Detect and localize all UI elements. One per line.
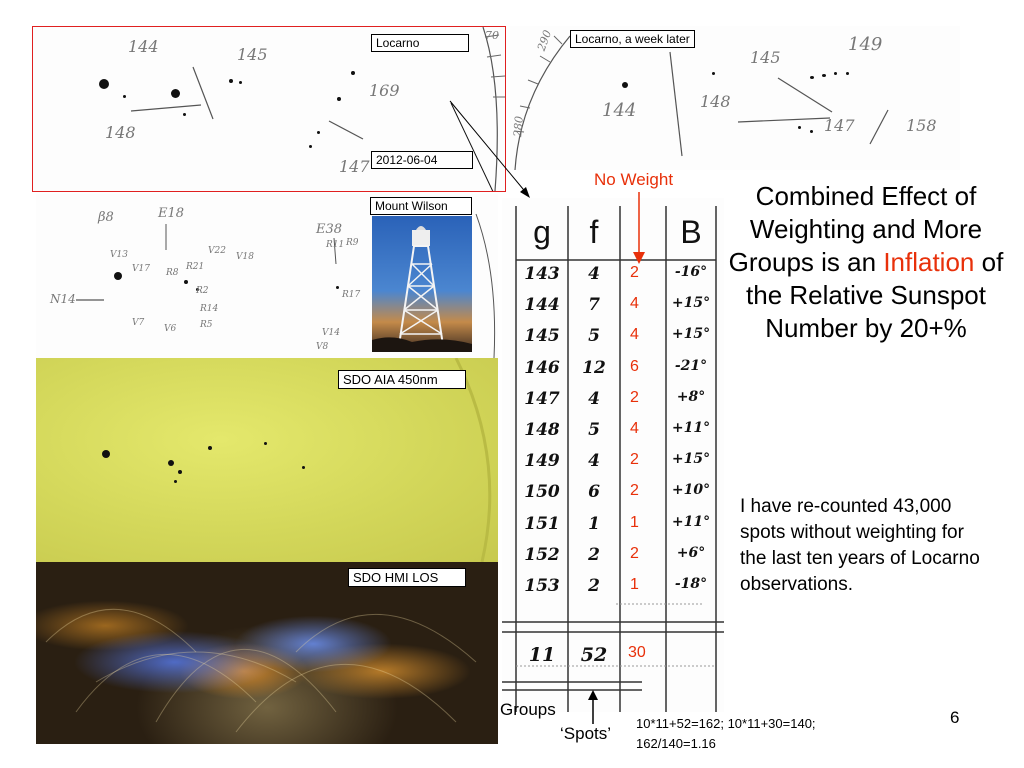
row-latitude: +15° xyxy=(671,451,711,468)
sunspot xyxy=(208,446,212,450)
slide-title xyxy=(726,180,1006,345)
drawing-label: R2 xyxy=(196,286,209,296)
row-unweighted-count: 4 xyxy=(630,295,639,313)
drawing-label: 145 xyxy=(750,48,781,67)
drawing-label: V18 xyxy=(236,252,254,262)
row-latitude: +15° xyxy=(671,326,711,343)
drawing-label: V22 xyxy=(208,246,226,256)
body-text: I have re-counted 43,000 spots without weighting for the last ten years of Locarno observations. xyxy=(740,496,980,595)
sunspot xyxy=(168,460,174,466)
drawing-label: 144 xyxy=(128,37,159,56)
row-latitude: +6° xyxy=(676,544,706,561)
row-latitude: +10° xyxy=(671,482,711,499)
row-spot-count: 2 xyxy=(588,544,600,565)
row-spot-count: 4 xyxy=(588,451,600,472)
drawing-label: V14 xyxy=(322,328,340,338)
row-group-number: 152 xyxy=(524,544,560,565)
row-group-number: 148 xyxy=(524,420,560,440)
locarno-week-label: Locarno, a week later xyxy=(570,30,695,48)
row-unweighted-count: 2 xyxy=(630,264,639,281)
drawing-label: 158 xyxy=(906,116,937,135)
drawing-label: V7 xyxy=(132,318,145,328)
row-spot-count: 7 xyxy=(588,295,600,316)
total-unweighted: 30 xyxy=(628,644,646,661)
row-latitude: -21° xyxy=(674,357,708,374)
sunspot xyxy=(351,71,355,75)
locarno-week-panel xyxy=(510,26,960,170)
row-latitude: -18° xyxy=(674,576,708,592)
sunspot xyxy=(810,130,813,133)
row-unweighted-count: 1 xyxy=(630,513,639,531)
drawing-label: E38 xyxy=(316,222,343,237)
row-group-number: 144 xyxy=(524,295,560,316)
limb-tick-label: 280 xyxy=(511,115,526,138)
sdo-hmi-panel xyxy=(36,562,498,744)
mount-wilson-panel xyxy=(36,194,498,358)
drawing-label: 149 xyxy=(848,34,883,55)
sunspot xyxy=(846,72,849,75)
drawing-label: R8 xyxy=(166,268,179,278)
row-spot-count: 5 xyxy=(588,420,600,440)
no-weight-arrow xyxy=(632,192,646,264)
row-latitude: -16° xyxy=(674,264,708,280)
row-unweighted-count: 2 xyxy=(630,544,639,562)
limb-tick-label: 70 xyxy=(485,29,499,42)
header-b: B xyxy=(680,214,702,250)
sunspot xyxy=(99,79,109,89)
row-latitude: +11° xyxy=(671,420,711,436)
sunspot xyxy=(178,470,182,474)
drawing-label: β8 xyxy=(98,210,114,225)
sunspot xyxy=(622,82,628,88)
sunspot xyxy=(822,74,826,77)
row-group-number: 151 xyxy=(524,513,560,534)
drawing-label: R21 xyxy=(186,262,205,272)
row-group-number: 147 xyxy=(524,388,560,409)
row-unweighted-count: 1 xyxy=(630,576,639,593)
formula-line-1: 10*11+52=162; 10*11+30=140; xyxy=(636,716,816,731)
sunspot xyxy=(317,131,320,134)
drawing-label: V8 xyxy=(316,342,329,352)
row-unweighted-count: 2 xyxy=(630,482,639,500)
limb-tick-label: 290 xyxy=(534,28,555,53)
row-spot-count: 4 xyxy=(588,264,600,284)
drawing-label: R14 xyxy=(200,304,219,314)
drawing-label: R9 xyxy=(346,238,359,248)
mount-wilson-photo xyxy=(372,216,472,352)
drawing-label: V13 xyxy=(110,250,128,260)
row-group-number: 149 xyxy=(524,451,560,472)
total-spots: 52 xyxy=(580,644,608,666)
row-spot-count: 6 xyxy=(588,482,600,503)
locarno-date-label: 2012-06-04 xyxy=(371,151,473,169)
hmi-loops xyxy=(36,562,498,744)
sunspot xyxy=(183,113,186,116)
row-group-number: 145 xyxy=(524,326,560,347)
drawing-label: 148 xyxy=(105,123,136,142)
title-highlight: Inflation xyxy=(883,247,975,277)
sunspot xyxy=(834,72,837,75)
drawing-label: R17 xyxy=(342,290,361,300)
row-unweighted-count: 4 xyxy=(630,326,639,344)
drawing-label: 148 xyxy=(700,92,731,111)
page-number: 6 xyxy=(950,708,960,727)
title-part-1: Combined Effect of Weighting and More Groups is an xyxy=(728,181,983,277)
row-group-number: 153 xyxy=(524,576,560,596)
sunspot xyxy=(239,81,242,84)
sunspot xyxy=(798,126,801,129)
row-group-number: 143 xyxy=(524,264,560,284)
sunspot xyxy=(264,442,267,445)
row-spot-count: 5 xyxy=(588,326,600,347)
drawing-label: V17 xyxy=(132,264,150,274)
row-spot-count: 2 xyxy=(588,576,600,596)
drawing-label: R11 xyxy=(326,240,345,250)
row-unweighted-count: 2 xyxy=(630,451,639,469)
sdo-aia-panel xyxy=(36,358,498,562)
sunspot xyxy=(174,480,177,483)
row-latitude: +8° xyxy=(676,388,706,405)
sunspot xyxy=(712,72,715,75)
drawing-label: R5 xyxy=(200,320,213,330)
drawing-label: N14 xyxy=(50,292,76,306)
row-group-number: 146 xyxy=(524,357,560,378)
drawing-label: 147 xyxy=(339,157,370,176)
groups-label: Groups xyxy=(500,700,556,719)
title-part-2: of the Relative Sunspot Number by 20+% xyxy=(746,247,1004,343)
no-weight-label: No Weight xyxy=(594,170,674,189)
sdo-hmi-label: SDO HMI LOS xyxy=(348,568,466,587)
count-table xyxy=(502,198,724,712)
spots-arrow xyxy=(586,690,600,724)
drawing-label: 147 xyxy=(824,116,855,135)
row-unweighted-count: 4 xyxy=(630,420,639,437)
sunspot xyxy=(229,79,233,83)
mount-wilson-label: Mount Wilson xyxy=(370,197,472,215)
row-latitude: +11° xyxy=(671,513,711,530)
sdo-aia-label: SDO AIA 450nm xyxy=(338,370,466,389)
formula-line-2: 162/140=1.16 xyxy=(636,736,716,751)
sunspot xyxy=(302,466,305,469)
header-f: f xyxy=(589,214,599,250)
sunspot xyxy=(309,145,312,148)
header-g: g xyxy=(533,214,551,250)
drawing-label: 169 xyxy=(369,81,400,100)
row-unweighted-count: 2 xyxy=(630,388,639,406)
sunspot xyxy=(337,97,341,101)
sunspot xyxy=(102,450,110,458)
row-unweighted-count: 6 xyxy=(630,357,639,375)
drawing-label: E18 xyxy=(158,206,185,221)
row-spot-count: 4 xyxy=(588,388,600,409)
total-groups: 11 xyxy=(528,644,556,666)
drawing-label: V6 xyxy=(164,324,177,334)
row-latitude: +15° xyxy=(671,295,711,312)
sunspot xyxy=(171,89,180,98)
sunspot xyxy=(114,272,122,280)
drawing-label: 145 xyxy=(237,45,268,64)
row-group-number: 150 xyxy=(524,482,560,503)
spots-label: ‘Spots’ xyxy=(560,724,612,743)
sunspot xyxy=(184,280,188,284)
locarno-drawing-panel xyxy=(32,26,506,192)
tower-icon xyxy=(372,216,472,352)
locarno-label: Locarno xyxy=(371,34,469,52)
sunspot xyxy=(336,286,339,289)
drawing-label: 144 xyxy=(602,100,637,121)
row-spot-count: 12 xyxy=(582,357,606,378)
row-spot-count: 1 xyxy=(588,513,600,534)
sunspot xyxy=(810,76,814,79)
sunspot xyxy=(123,95,126,98)
